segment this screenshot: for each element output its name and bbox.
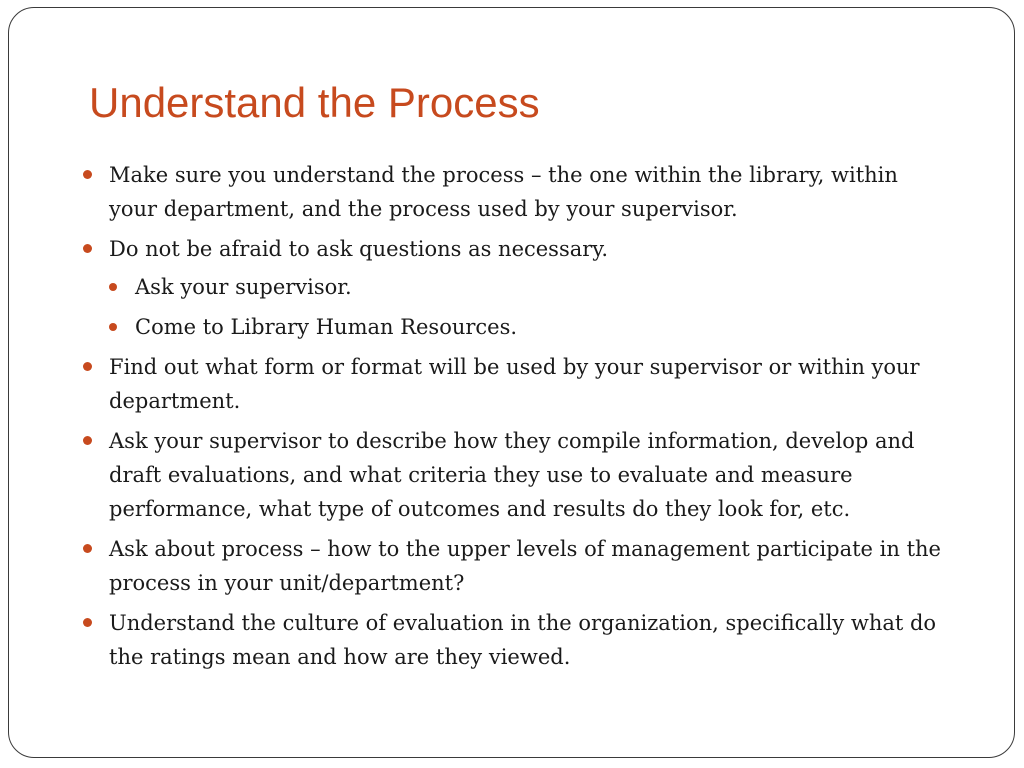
sub-bullet-text: Come to Library Human Resources.: [135, 315, 518, 339]
bullet-dot-icon: [83, 436, 92, 445]
bullet-item: [81, 232, 941, 344]
sub-bullet-dot-icon: [109, 323, 117, 331]
bullet-dot-icon: [83, 170, 92, 179]
bullet-item: [81, 606, 941, 674]
slide-title: Understand the Process: [89, 79, 540, 126]
bullet-dot-icon: [83, 244, 92, 253]
bullet-item: [81, 532, 941, 600]
bullet-text: Ask about process – how to the upper levels of management participate in the process in your unit/department?: [109, 537, 941, 595]
bullet-text: Find out what form or format will be used by your supervisor or within your department.: [109, 355, 920, 413]
sub-bullet-item: [109, 270, 941, 304]
bullet-text: Make sure you understand the process – the one within the library, within your department, and the process used by your supervisor.: [109, 163, 898, 221]
bullet-dot-icon: [83, 362, 92, 371]
bullet-text: Understand the culture of evaluation in the organization, specifically what do the ratings mean and how are they viewed.: [109, 611, 937, 669]
bullet-item: [81, 350, 941, 418]
sub-bullet-item: [109, 310, 941, 344]
bullet-dot-icon: [83, 544, 92, 553]
sub-bullet-list: [109, 270, 941, 344]
bullet-text: Do not be afraid to ask questions as necessary.: [109, 237, 609, 261]
sub-bullet-dot-icon: [109, 283, 117, 291]
slide-content: [81, 158, 941, 680]
bullet-item: [81, 424, 941, 526]
bullet-list: [81, 158, 941, 674]
slide-frame: [8, 7, 1015, 758]
sub-bullet-text: Ask your supervisor.: [135, 275, 352, 299]
bullet-item: [81, 158, 941, 226]
bullet-dot-icon: [83, 618, 92, 627]
bullet-text: Ask your supervisor to describe how they compile information, develop and draft evaluations, and what criteria they use to evaluate and measure performance, what type of outcomes and results do they look for, etc.: [109, 429, 915, 521]
